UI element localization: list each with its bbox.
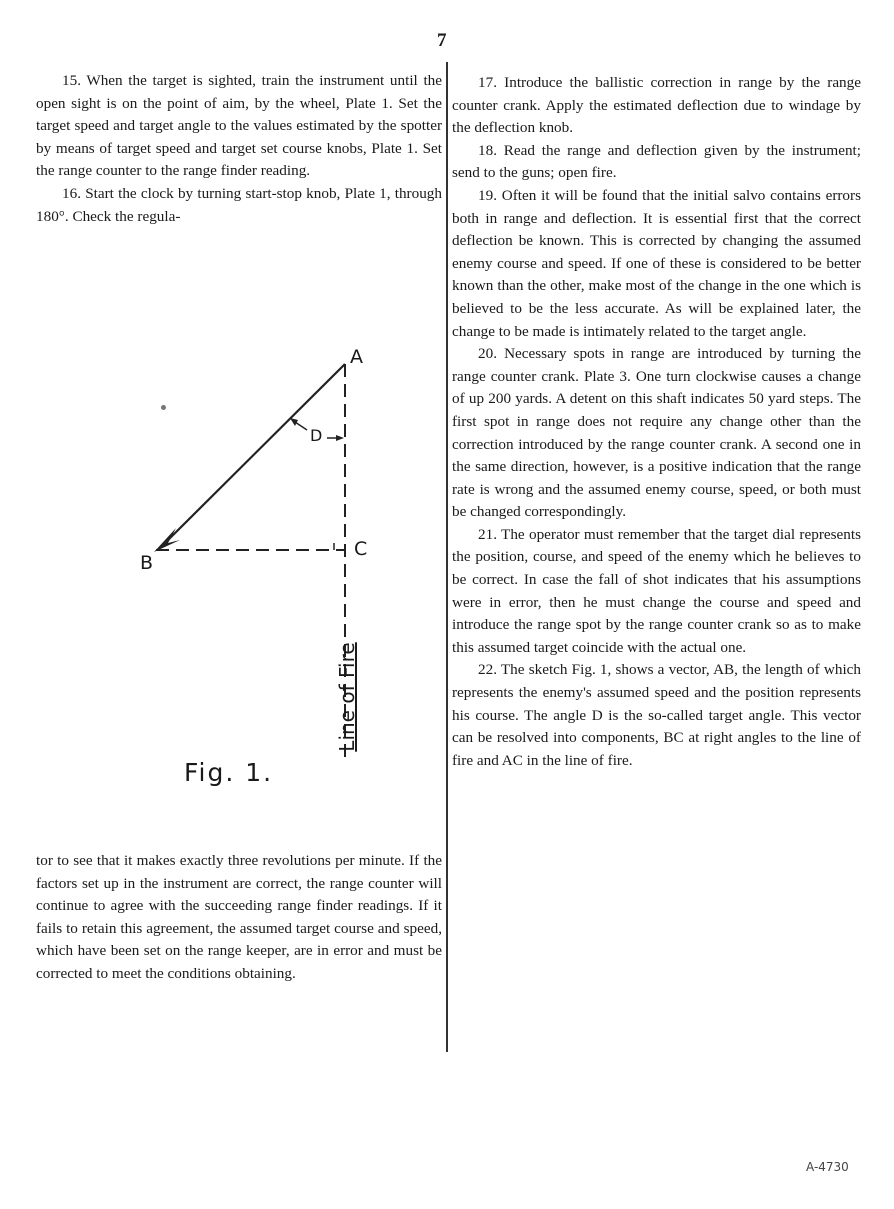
vector-diagram <box>140 340 400 800</box>
figure-caption: Fig. 1. <box>184 758 274 787</box>
paragraph-16-continued: tor to see that it makes exactly three revolutions per minute. If the factors set up in the instrument are correct, the range counter will continue to agree with the succeeding range finder readings. If it fails to retain this agreement, the assumed target course and speed, which have been set on the range keeper, are in error and must be corrected to meet the conditions obtaining. <box>36 852 442 982</box>
paragraph-17: 17. Introduce the ballistic correction in range by the range counter crank. Apply the estimated deflection due to windage by the deflection knob. <box>452 74 861 137</box>
page-number: 7 <box>437 30 447 51</box>
paragraph-15: 15. When the target is sighted, train the instrument until the open sight is on the point of aim, by the wheel, Plate 1. Set the target speed and target angle to the values estimated by the spotter by means of target speed and target set course knobs, Plate 1. Set the range counter to the range finder reading. <box>36 72 442 180</box>
paragraph-21: 21. The operator must remember that the target dial represents the position, course, and speed of the enemy which he believes to be correct. In case the fall of shot indicates that his assumptions were in error, then he must change the course and speed and introduce the range spot by the range counter crank so as to make this assumed target coincide with the actual one. <box>452 525 861 656</box>
paragraph-18: 18. Read the range and deflection given by the instrument; send to the guns; open fire. <box>452 141 861 182</box>
left-column-bottom <box>36 850 442 986</box>
left-column-top <box>36 70 442 228</box>
point-c-label: C <box>354 538 368 560</box>
paragraph-20: 20. Necessary spots in range are introduced by turning the range counter crank. Plate 3. One turn clockwise causes a change of up 200 yards. A detent on this shaft indicates 50 yard steps. The first spot in range does not require any change other than the correction introduced by the range counter crank. A second one in the same direction, however, is a positive indication that the range rate is wrong and the assumed enemy course, speed, or both must be changed correspondingly. <box>452 345 861 521</box>
catalog-mark: A-4730 <box>806 1160 849 1174</box>
point-b-label: B <box>140 552 154 574</box>
angle-d-label: D <box>310 426 323 445</box>
paragraph-19: 19. Often it will be found that the initial salvo contains errors both in range and deflection. It is essential first that the correct deflection be known. This is corrected by changing the assumed enemy course and speed. If one of these is considered to be better known than the other, make most of the change in the one which is believed to be the less accurate. As will be explained later, the change to be made is intimately related to the target angle. <box>452 186 861 340</box>
column-divider <box>446 62 448 1052</box>
paragraph-22: 22. The sketch Fig. 1, shows a vector, AB, the length of which represents the enemy's assumed speed and the position represents his course. The angle D is the so-called target angle. This vector can be resolved into components, BC at right angles to the line of fire and AC in the line of fire. <box>452 661 861 769</box>
paragraph-16: 16. Start the clock by turning start-stop knob, Plate 1, through 180°. Check the regula- <box>36 184 442 225</box>
figure-1-diagram <box>140 340 400 800</box>
right-column <box>452 72 861 772</box>
point-a-label: A <box>350 346 363 368</box>
scan-speck <box>161 405 166 410</box>
line-of-fire-label: Line of Fire <box>335 642 359 752</box>
